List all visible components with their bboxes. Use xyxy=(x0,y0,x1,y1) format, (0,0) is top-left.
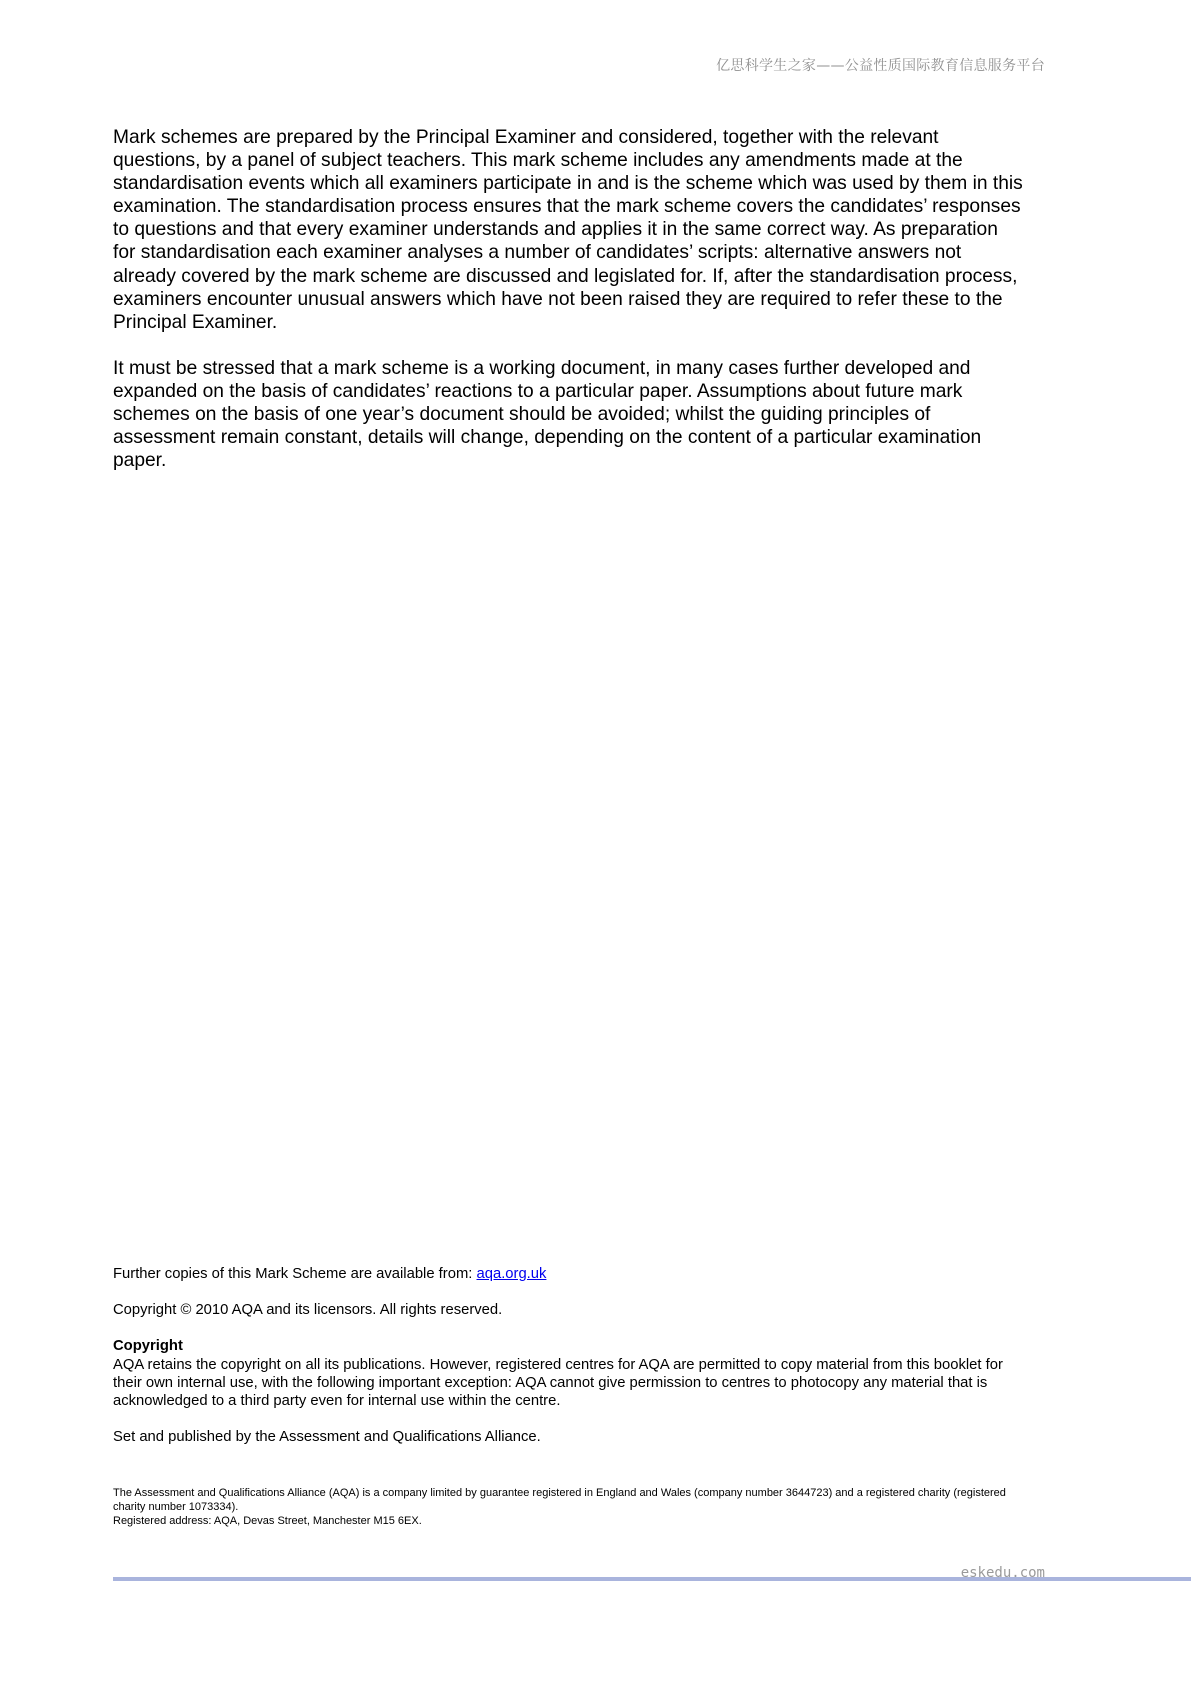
header-watermark: 亿思科学生之家——公益性质国际教育信息服务平台 xyxy=(716,58,1045,74)
copyright-body: AQA retains the copyright on all its publications. However, registered centres for AQA are permitted to copy material from this booklet for their own internal use, with the following important exception: AQA cannot give permission to centres to photocopy any material that is acknowledged to a third party even for internal use within the centre. xyxy=(113,1356,1003,1410)
working-document-paragraph: It must be stressed that a mark scheme is a working document, in many cases further developed and expanded on the basis of candidates’ reactions to a particular paper. Assumptions about future mark schemes on the basis of one year’s document should be avoided; whilst the guiding principles of assessment remain constant, details will change, depending on the content of a particular examination paper. xyxy=(113,357,982,472)
registered-address-text: Registered address: AQA, Devas Street, Manchester M15 6EX. xyxy=(113,1514,422,1527)
mark-scheme-intro xyxy=(113,126,1023,495)
copyright-heading: Copyright xyxy=(113,1338,183,1355)
footer xyxy=(113,1265,1013,1464)
intro-paragraph: Mark schemes are prepared by the Principal Examiner and considered, together with the relevant questions, by a panel of subject teachers. This mark scheme includes any amendments made at the standardisation events which all examiners participate in and is the scheme which was used by them in this examination. The standardisation process ensures that the mark scheme covers the candidates’ responses to questions and that every examiner understands and applies it in the same correct way. As preparation for standardisation each examiner analyses a number of candidates’ scripts: alternative answers not already covered by the mark scheme are discussed and legislated for. If, after the standardisation process, examiners encounter unusual answers which have not been raised they are required to refer these to the Principal Examiner. xyxy=(113,127,1023,333)
small-print xyxy=(113,1487,1013,1528)
bottom-watermark: eskedu.com xyxy=(960,1565,1045,1581)
copyright-line: Copyright © 2010 AQA and its licensors. All rights reserved. xyxy=(113,1302,503,1319)
published-by-line: Set and published by the Assessment and Qualifications Alliance. xyxy=(113,1429,541,1446)
further-copies-line xyxy=(113,1265,1013,1283)
further-copies-text: Further copies of this Mark Scheme are available from: xyxy=(113,1266,477,1282)
aqa-website-link[interactable]: aqa.org.uk xyxy=(476,1266,547,1282)
company-registration-text: The Assessment and Qualifications Alliance (AQA) is a company limited by guarantee registered in England and Wales (company number 3644723) and a registered charity (registered charity number 1073334). xyxy=(113,1487,1006,1513)
